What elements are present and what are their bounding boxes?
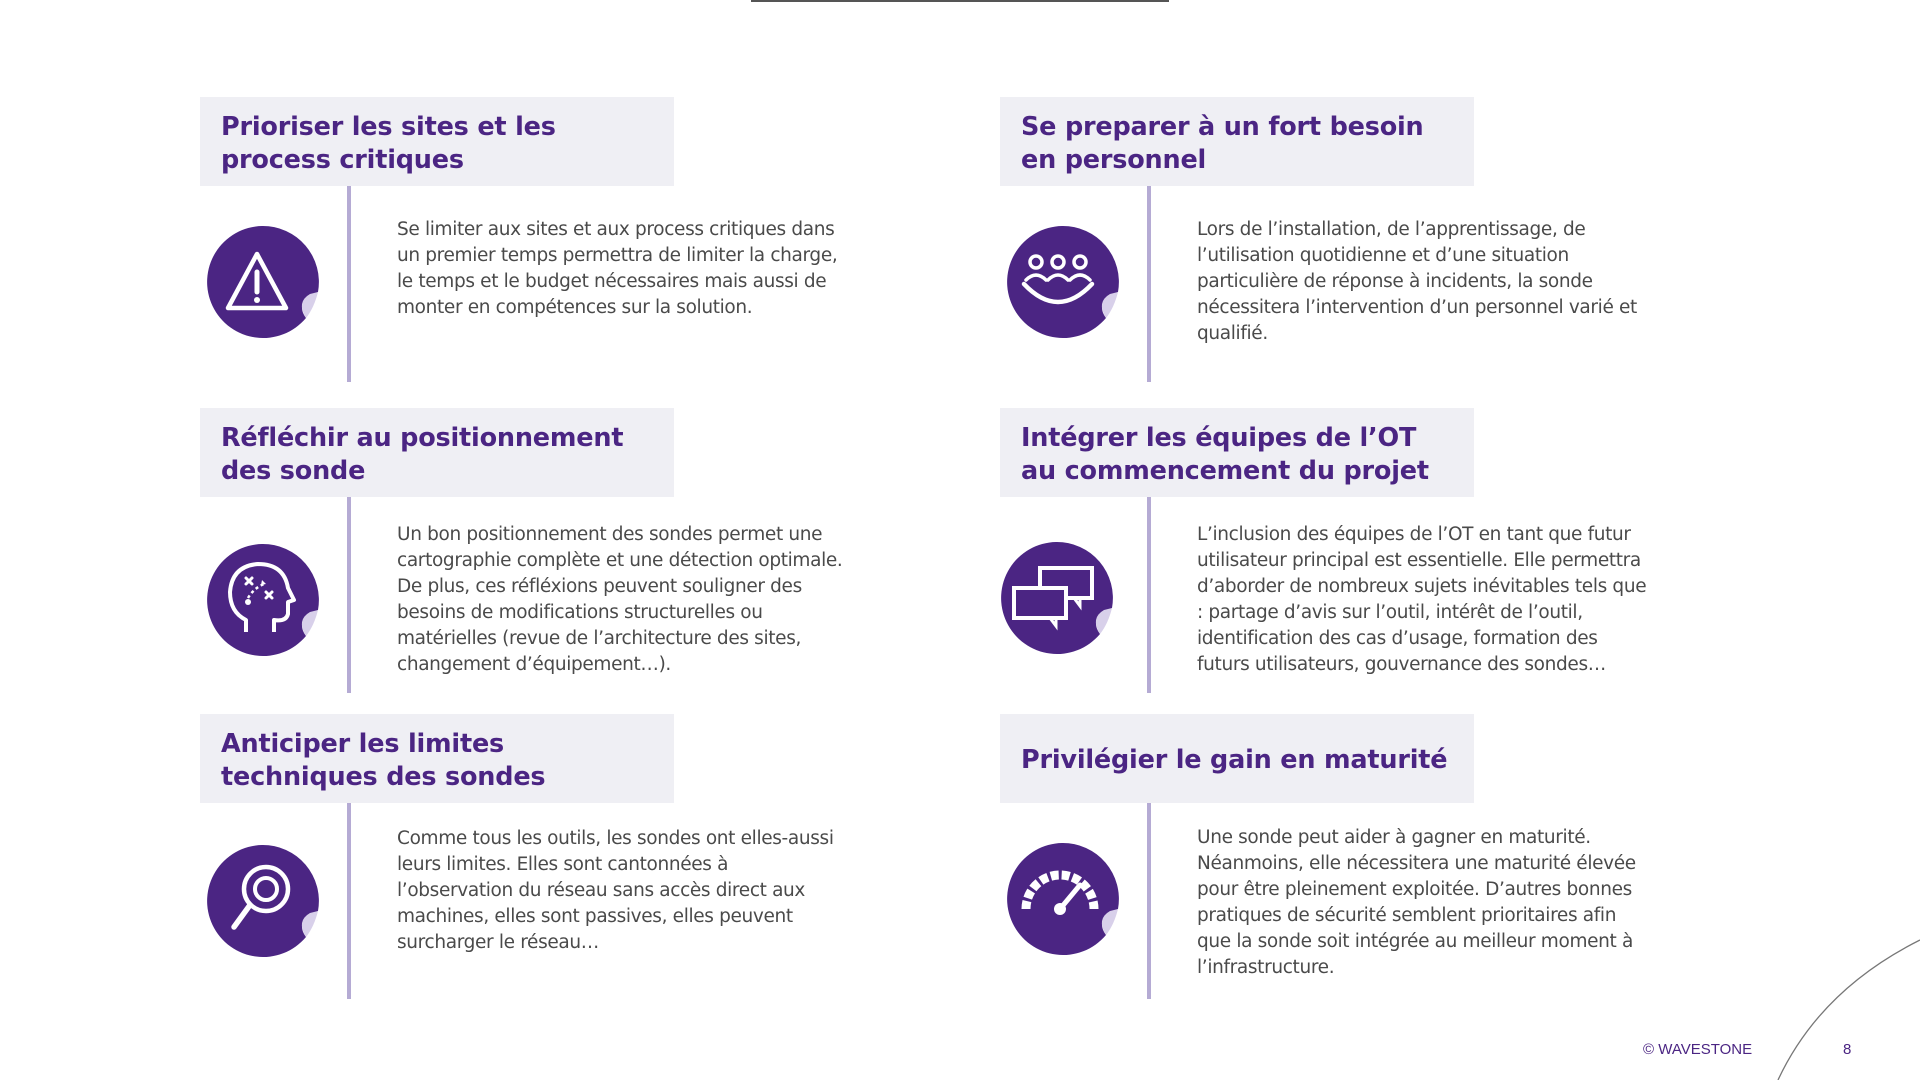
top-rule (751, 0, 1169, 2)
divider-line (1147, 186, 1151, 382)
magnifier-icon (202, 841, 322, 961)
page-number: 8 (1843, 1041, 1852, 1058)
card-body: Comme tous les outils, les sondes ont elles-aussi leurs limites. Elles sont cantonnées à l’observation du réseau sans accès direct aux machines, elles sont passives, elles peuvent surcharger le réseau… (397, 828, 834, 953)
card-title: Se preparer à un fort besoin en personnel (1021, 112, 1424, 175)
card-title-box (200, 408, 674, 497)
card-body: Un bon positionnement des sondes permet une cartographie complète et une détection optimale. De plus, ces réfléxions peuvent souligner des besoins de modifications structurelles ou matérielles (revue de l’architecture des sites, changement d’équipement…). (397, 524, 843, 675)
card-title: Prioriser les sites et les process critiques (221, 112, 556, 175)
card-title-box (1000, 97, 1474, 186)
card-title-box (1000, 408, 1474, 497)
card-title: Réfléchir au positionnement des sonde (221, 423, 624, 486)
footer-brand: © WAVESTONE (1643, 1041, 1753, 1058)
divider-line (347, 186, 351, 382)
card-title: Anticiper les limites techniques des sondes (221, 729, 546, 792)
strategy-head-icon (202, 540, 322, 660)
speedometer-icon (1002, 839, 1122, 959)
divider-line (347, 803, 351, 999)
card-prioritize-sites (200, 97, 1060, 397)
card-body: L’inclusion des équipes de l’OT en tant que futur utilisateur principal est essentielle. Elle permettra d’aborder de nombreux sujets inévitables tels que : partage d’avis sur l’outil, intérêt de l’outil, identification des cas d’usage, formation des futurs utilisateurs, gouvernance des sondes… (1197, 524, 1647, 675)
card-maturity-gain (1000, 714, 1860, 1014)
chat-bubbles-icon (996, 538, 1116, 658)
card-title-box (200, 714, 674, 803)
card-body: Lors de l’installation, de l’apprentissage, de l’utilisation quotidienne et d’une situation particulière de réponse à incidents, la sonde nécessitera l’intervention d’un personnel varié et qualifié. (1197, 219, 1637, 344)
card-title-box (200, 97, 674, 186)
card-probe-positioning (200, 408, 1060, 708)
team-icon (1002, 222, 1122, 342)
card-body: Se limiter aux sites et aux process critiques dans un premier temps permettra de limiter la charge, le temps et le budget nécessaires mais aussi de monter en compétences sur la solution. (397, 219, 838, 318)
card-title: Intégrer les équipes de l’OT au commencement du projet (1021, 423, 1429, 486)
divider-line (347, 497, 351, 693)
divider-line (1147, 803, 1151, 999)
warning-icon (202, 222, 322, 342)
card-technical-limits (200, 714, 1060, 1014)
card-title-box (1000, 714, 1474, 803)
card-ot-teams (1000, 408, 1860, 708)
card-body: Une sonde peut aider à gagner en maturité. Néanmoins, elle nécessitera une maturité élevée pour être pleinement exploitée. D’autres bonnes pratiques de sécurité semblent prioritaires afin que la sonde soit intégrée au meilleur moment à l’infrastructure. (1197, 827, 1636, 978)
divider-line (1147, 497, 1151, 693)
card-title: Privilégier le gain en maturité (1021, 745, 1448, 775)
card-staff-needs (1000, 97, 1860, 397)
